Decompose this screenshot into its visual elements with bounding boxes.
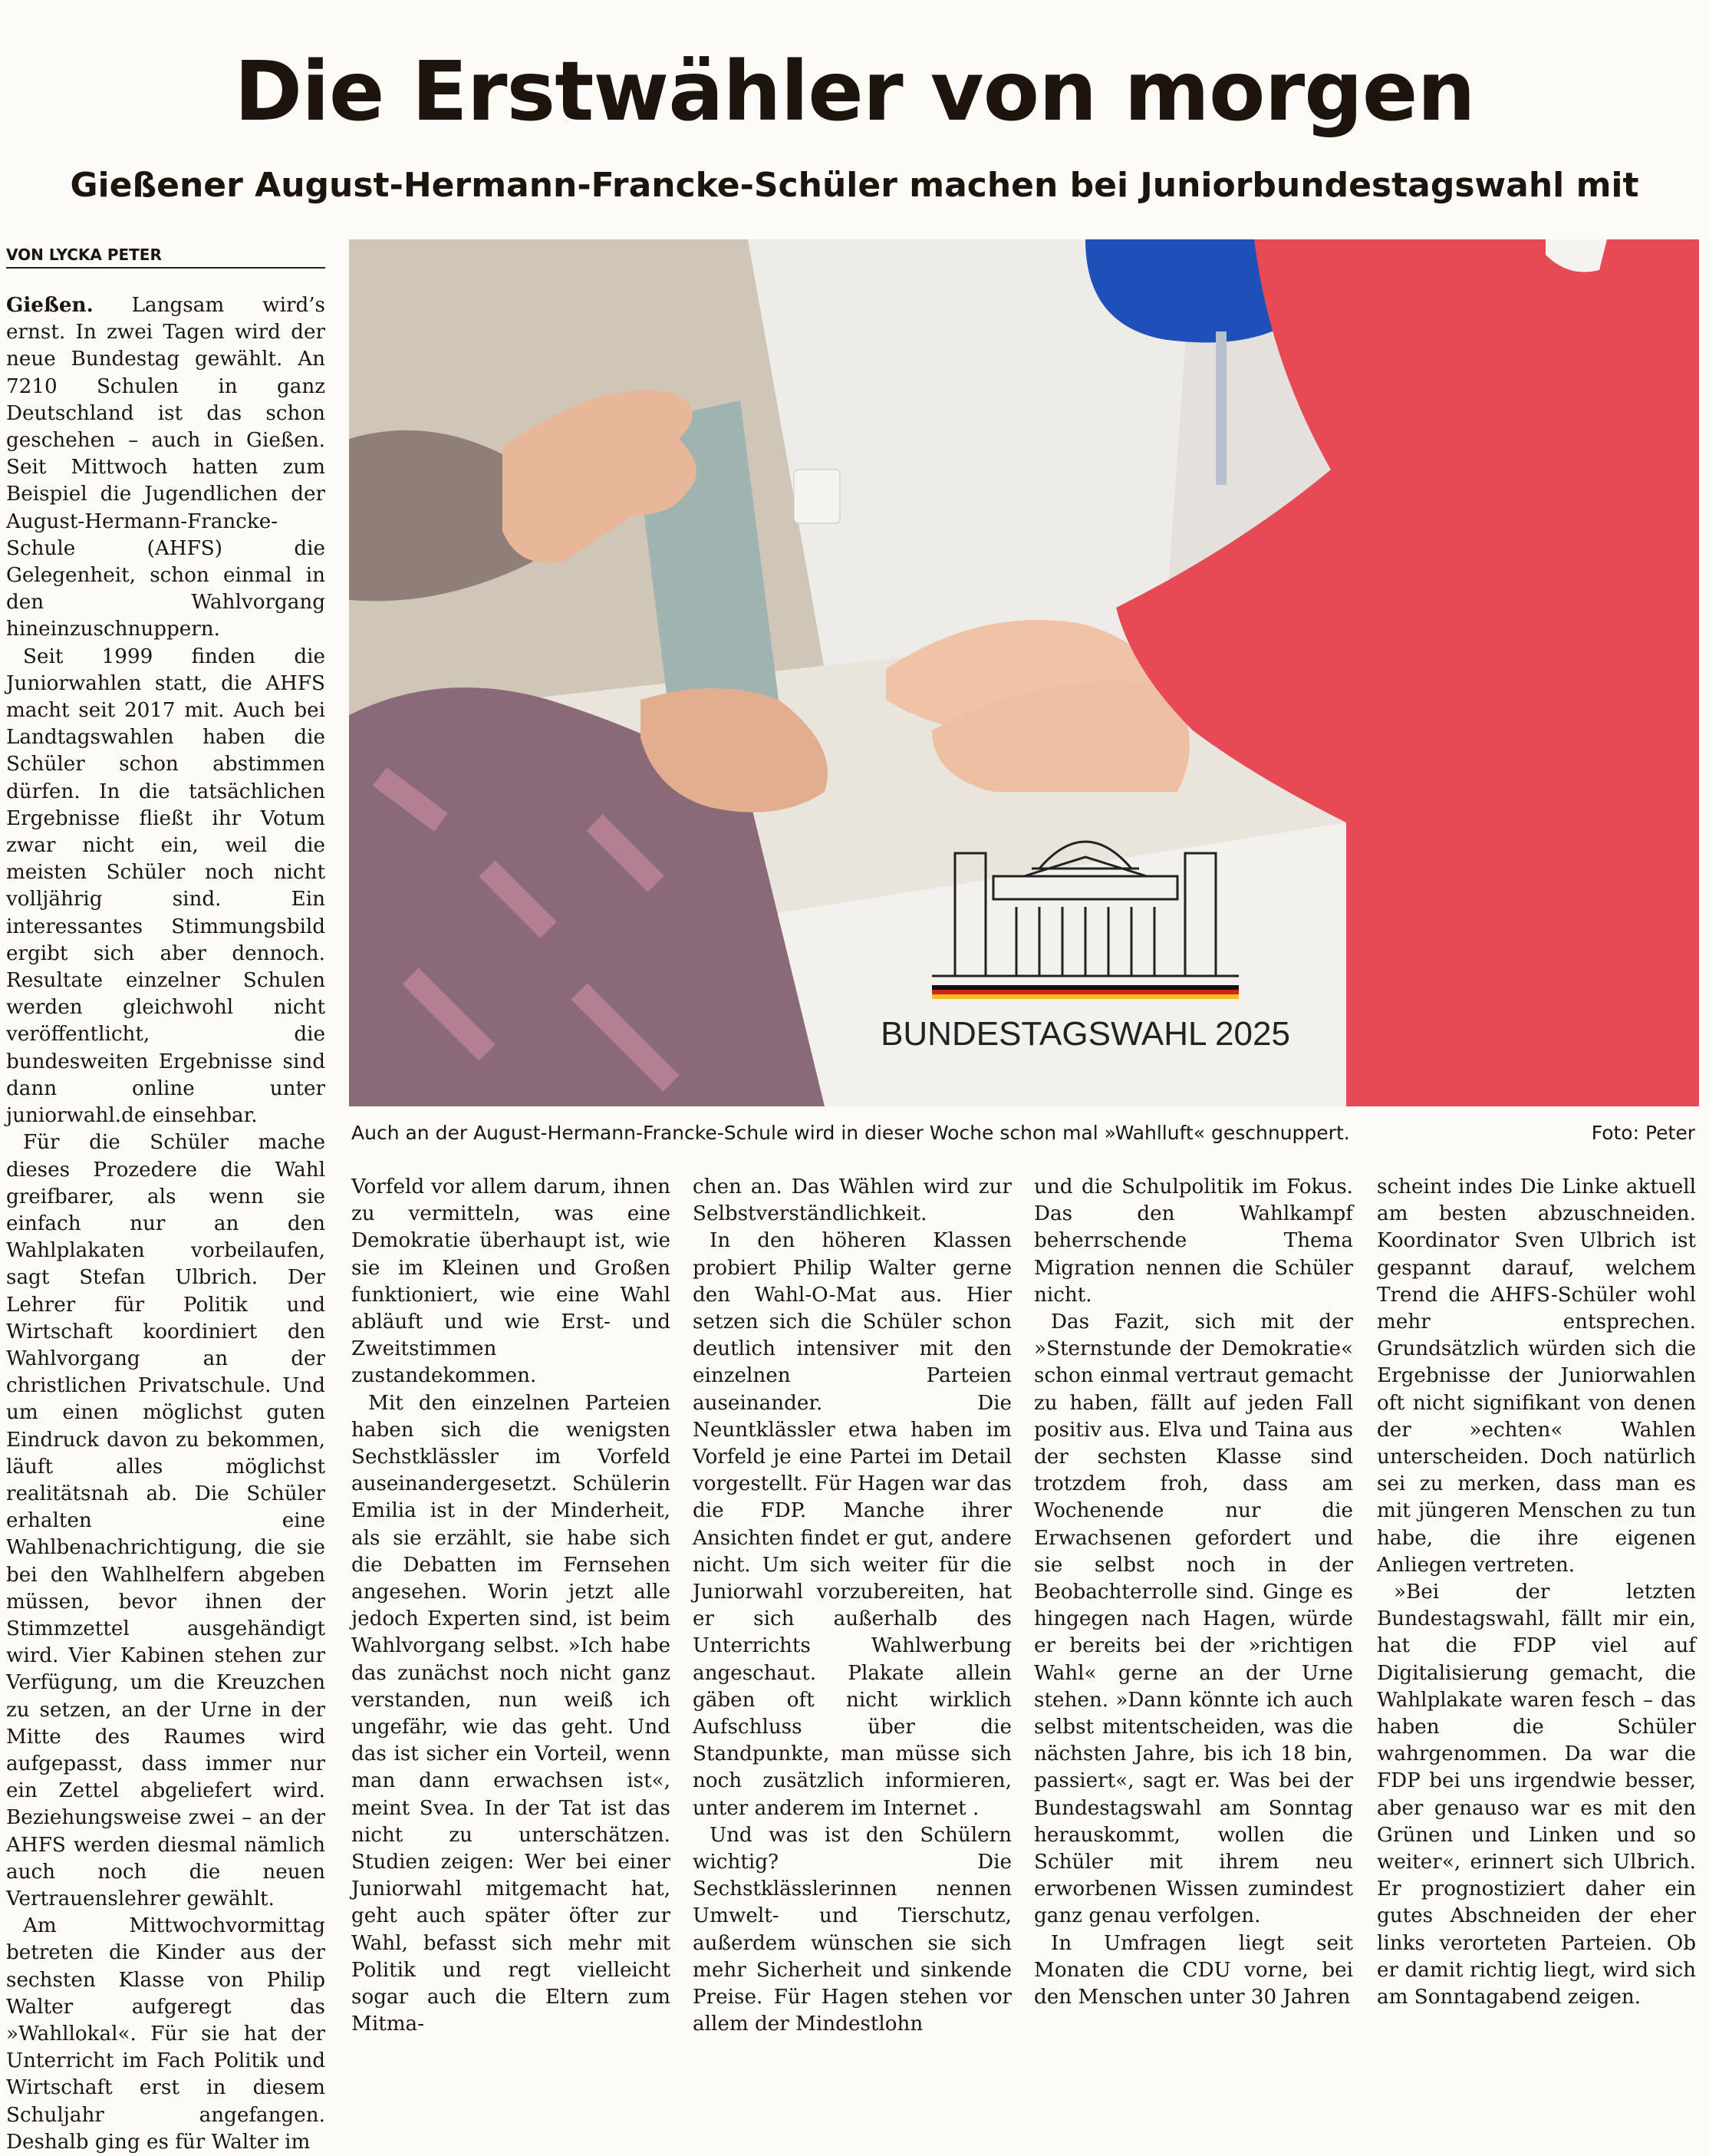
paragraph: scheint indes Die Linke aktuell am besten abzuschneiden. Koordinator Sven Ulbrich ist gespannt darauf, welchem Trend die AHFS-Schüler wohl mehr entsprechen. Grundsätzlich würden sich die Ergebnisse der Juniorwahlen oft nicht signifikant von denen der »echten« Wahlen unterscheiden. Doch natürlich sei zu merken, dass man es mit jüngeren Menschen zu tun habe, die ihre eigenen Anliegen vertreten. <box>1377 1175 1696 1577</box>
flag-stripe-black <box>932 985 1239 990</box>
paragraph: Das Fazit, sich mit der »Sternstunde der Demokratie« schon einmal vertraut gemacht zu haben, fällt auf jeden Fall positiv aus. Elva und Taina aus der sechsten Klasse sind trotzdem froh, dass am Wochenende nur die Erwachsenen gefordert und sie selbst noch in der Beobachterrolle sind. Ginge es hingegen nach Hagen, würde er bereits bei der »richtigen Wahl« gerne an der Urne stehen. »Dann könnte ich auch selbst mitentscheiden, was die nächsten Jahre, bis ich 18 bin, passiert«, sagt er. Was bei der Bundestagswahl am Sonntag herauskommt, wollen die Schüler mit ihrem neu erworbenen Wissen zumindest ganz genau verfolgen. <box>1034 1310 1353 1928</box>
flag-stripe-gold <box>932 994 1239 999</box>
article-column-1 <box>6 292 325 2154</box>
photo-caption: Auch an der August-Hermann-Francke-Schule wird in dieser Woche schon mal »Wahlluft« geschnuppert. <box>351 1122 1350 1144</box>
paragraph-text: Langsam wird’s ernst. In zwei Tagen wird der neue Bundestag gewählt. An 7210 Schulen in ganz Deutschland ist das schon geschehen – auch in Gießen. Seit Mittwoch hatten zum Beispiel die Jugendlichen der August-Hermann-Francke-Schule (AHFS) die Gelegenheit, schon einmal in den Wahlvorgang hineinzuschnuppern. <box>6 294 325 641</box>
paragraph: »Bei der letzten Bundestagswahl, fällt mir ein, hat die FDP viel auf Digitalisierung gemacht, die Wahlplakate waren fesch – das haben die Schüler wahrgenommen. Da war die FDP bei uns irgendwie besser, aber genauso war es mit den Grünen und Linken und so weiter«, erinnert sich Ulbrich. Er prognostiziert daher ein gutes Abschneiden der eher links verorteten Parteien. Ob er damit richtig liegt, wird sich am Sonntagabend zeigen. <box>1377 1581 1696 2009</box>
paragraph: Und was ist den Schülern wichtig? Die Sechstklässlerinnen nennen Umwelt- und Tierschutz, außerdem wünschen sie sich mehr Sicherheit und sinkende Preise. Für Hagen stehen vor allem der Mindestlohn <box>693 1823 1012 2036</box>
paragraph: und die Schulpolitik im Fokus. Das den Wahlkampf beherrschende Thema Migration nennen die Schüler nicht. <box>1034 1175 1353 1307</box>
article-column-3 <box>693 1174 1012 2036</box>
article-photo <box>349 239 1699 1106</box>
photo-logo-text: BUNDESTAGSWAHL 2025 <box>881 1015 1290 1053</box>
flag-stripe-red <box>932 990 1239 994</box>
paragraph <box>6 292 325 644</box>
subheadline: Gießener August-Hermann-Francke-Schüler machen bei Juniorbundestagswahl mit <box>70 166 1639 205</box>
paragraph: Für die Schüler mache dieses Prozedere die Wahl greifbarer, als wenn sie einfach nur an den Wahlplakaten vorbeilaufen, sagt Stefan Ulbrich. Der Lehrer für Politik und Wirtschaft koordiniert den Wahlvorgang an der christlichen Privatschule. Und um einen möglichst guten Eindruck davon zu bekommen, läuft alles möglichst realitätsnah ab. Die Schüler erhalten eine Wahlbenachrichtigung, die sie bei den Wahlhelfern abgeben müssen, bevor ihnen der Stimmzettel ausgehändigt wird. Vier Kabinen stehen zur Verfügung, um die Kreuzchen zu setzen, an der Urne in der Mitte des Raumes wird aufgepasst, dass immer nur ein Zettel abgeliefert wird. Beziehungsweise zwei – an der AHFS werden diesmal nämlich auch noch die neuen Vertrauenslehrer gewählt. <box>6 1131 325 1910</box>
paragraph: Vorfeld vor allem darum, ihnen zu vermitteln, was eine Demokratie überhaupt ist, wie sie im Kleinen und Großen funktioniert, wie eine Wahl abläuft und wie Erst- und Zweitstimmen zustandekommen. <box>351 1175 670 1388</box>
paragraph: In Umfragen liegt seit Monaten die CDU vorne, bei den Menschen unter 30 Jahren <box>1034 1931 1353 2009</box>
dateline: Gießen. <box>6 293 94 317</box>
paragraph: Seit 1999 finden die Juniorwahlen statt, die AHFS macht seit 2017 mit. Auch bei Landtagswahlen haben die Schüler schon abstimmen dürfen. In die tatsächlichen Ergebnisse fließt ihr Votum zwar nicht ein, weil die meisten Schüler noch nicht volljährig sind. Ein interessantes Stimmungsbild ergibt sich aber dennoch. Resultate einzelner Schulen werden gleichwohl nicht veröffentlicht, die bundesweiten Ergebnisse sind dann online unter juniorwahl.de einsehbar. <box>6 644 325 1128</box>
article-column-2 <box>351 1174 670 2036</box>
article-column-5 <box>1377 1174 1696 2009</box>
paragraph: In den höheren Klassen probiert Philip Walter gerne den Wahl-O-Mat aus. Hier setzen sich die Schüler schon deutlich intensiver mit den einzelnen Parteien auseinander. Die Neuntklässler etwa haben im Vorfeld je eine Partei im Detail vorgestellt. Für Hagen war das die FDP. Manche ihrer Ansichten findet er gut, andere nicht. Um sich weiter für die Juniorwahl vorzubereiten, hat er sich außerhalb des Unterrichts Wahlwerbung angeschaut. Plakate allein gäben oft nicht wirklich Aufschluss über die Standpunkte, man müsse sich noch zusätzlich informieren, unter anderem im Internet . <box>693 1229 1012 1820</box>
article-column-4 <box>1034 1174 1353 2009</box>
byline: VON LYCKA PETER <box>6 244 325 269</box>
paragraph: Am Mittwochvormittag betreten die Kinder aus der sechsten Klasse von Philip Walter aufgeregt das »Wahllokal«. Für sie hat der Unterricht im Fach Politik und Wirtschaft erst in diesem Schuljahr angefangen. Deshalb ging es für Walter im <box>6 1914 325 2154</box>
paragraph: chen an. Das Wählen wird zur Selbstverständlichkeit. <box>693 1175 1012 1226</box>
paragraph: Mit den einzelnen Parteien haben sich die wenigsten Sechstklässler im Vorfeld auseinandergesetzt. Schülerin Emilia ist in der Minderheit, als sie erzählt, sie habe sich die Debatten im Fernsehen angesehen. Worin jetzt alle jedoch Experten sind, ist beim Wahlvorgang selbst. »Ich habe das zunächst noch nicht ganz verstanden, nun weiß ich ungefähr, wie das geht. Und das ist sicher ein Vorteil, wenn man dann erwachsen ist«, meint Svea. In der Tat ist das nicht zu unterschätzen. Studien zeigen: Wer bei einer Juniorwahl mitgemacht hat, geht auch später öfter zur Wahl, befasst sich mehr mit Politik und regt vielleicht sogar auch die Eltern zum Mitma- <box>351 1391 670 2036</box>
photo-credit: Foto: Peter <box>1591 1122 1695 1144</box>
headline: Die Erstwähler von morgen <box>234 45 1475 140</box>
